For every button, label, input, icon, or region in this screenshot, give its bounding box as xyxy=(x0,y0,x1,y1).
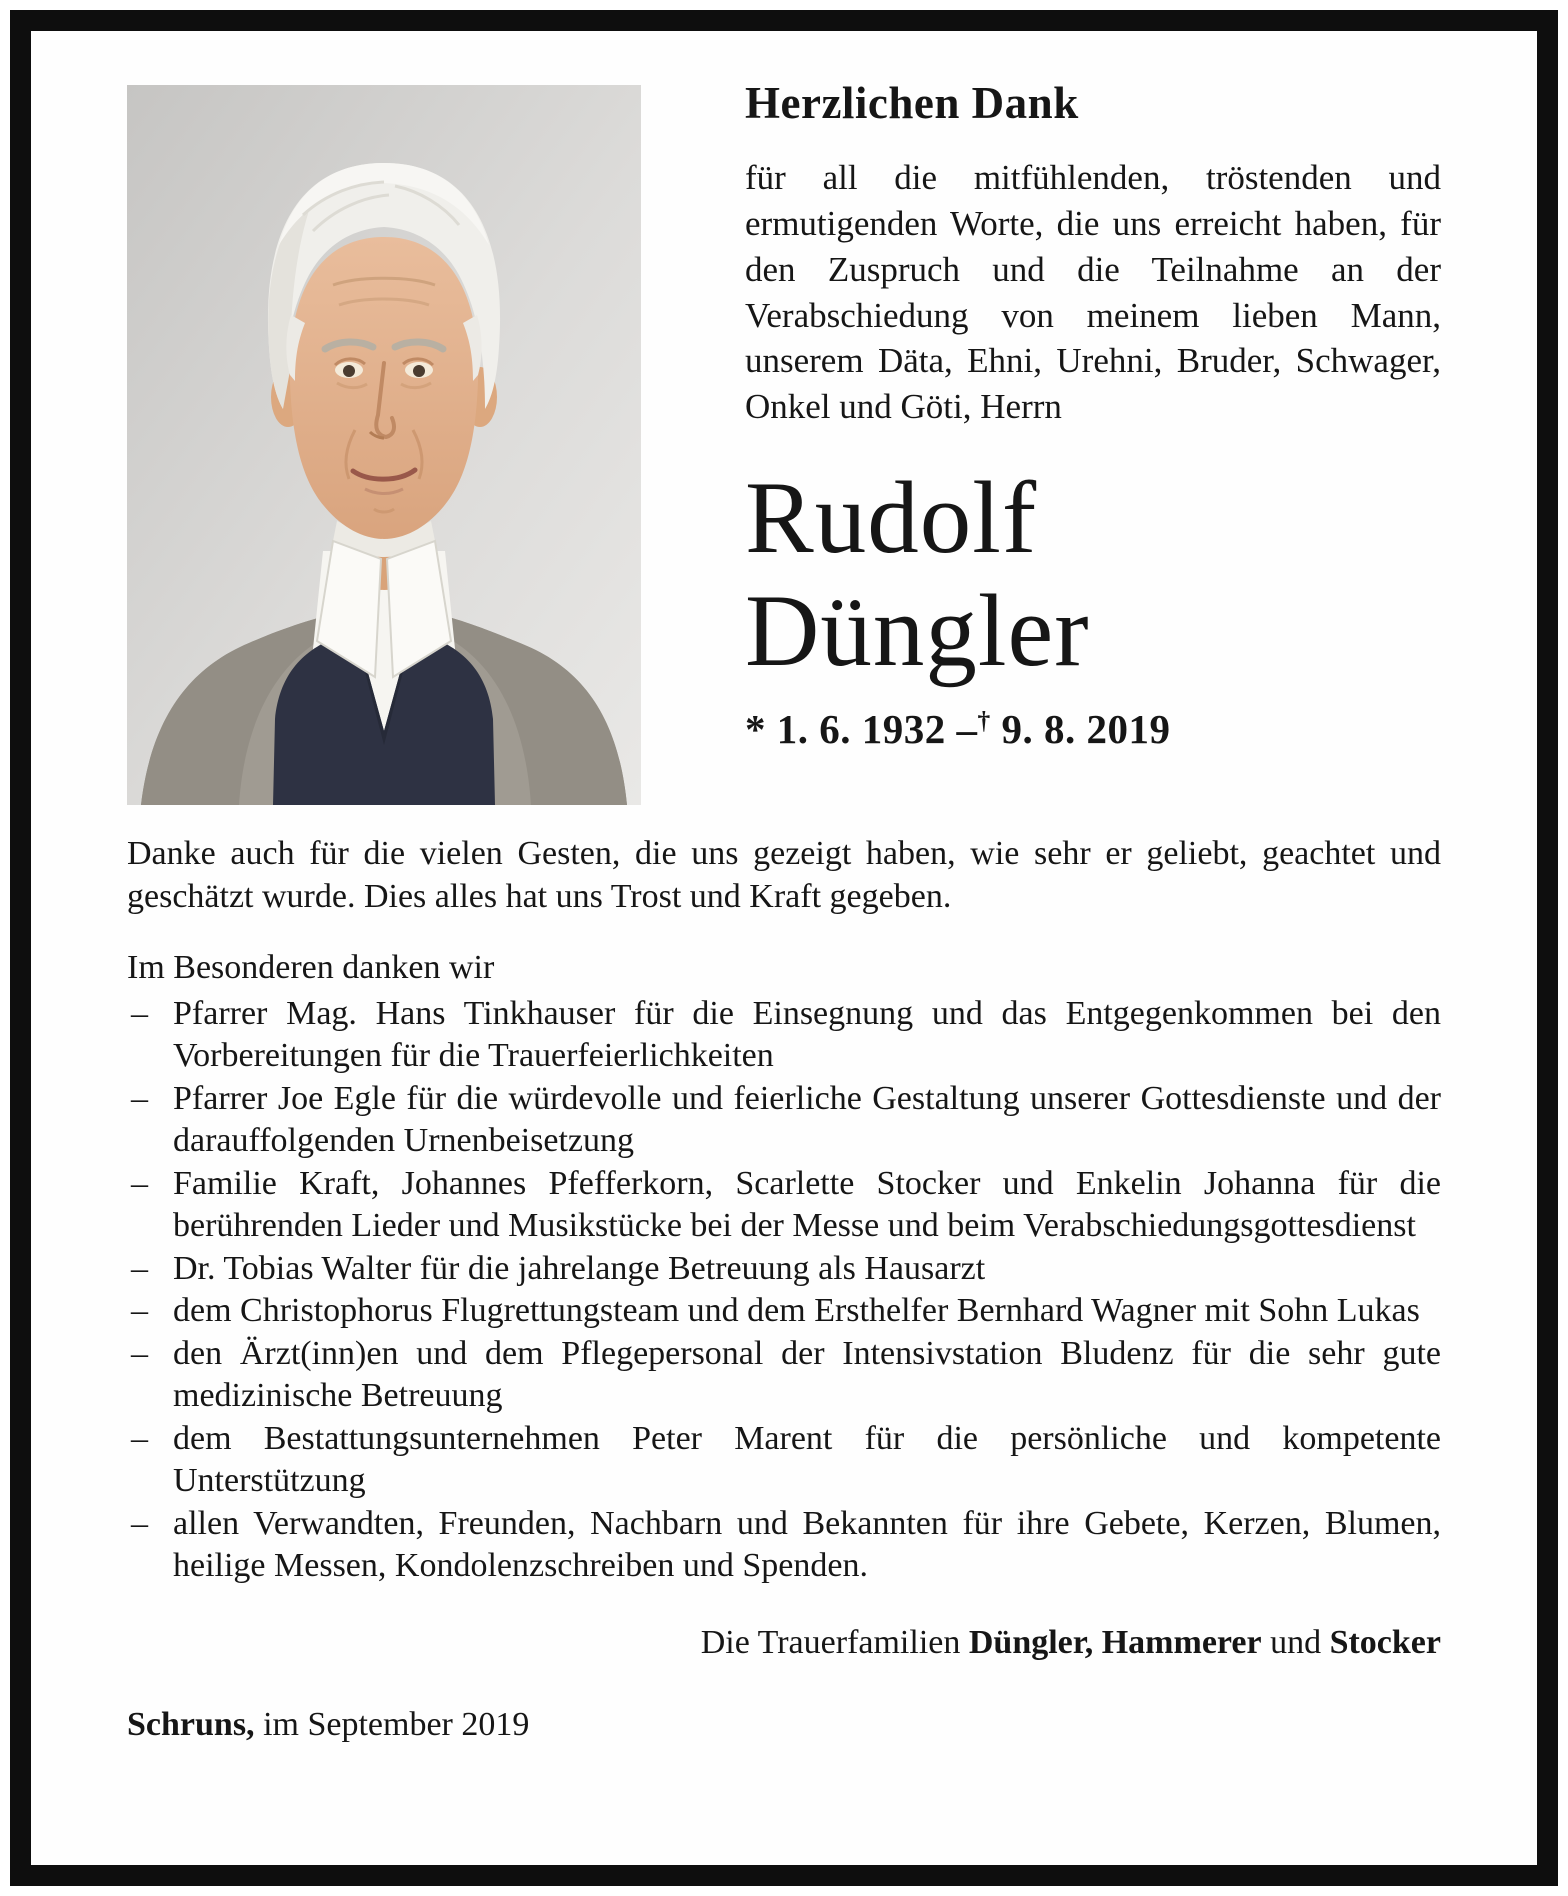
obituary-notice xyxy=(10,10,1558,1886)
death-date: 9. 8. 2019 xyxy=(1001,705,1171,752)
thanks-list-item: – Pfarrer Joe Egle für die würdevolle und feierliche Gestaltung unserer Gottesdienste und der darauffolgenden Urnenbeisetzung xyxy=(127,1078,1441,1163)
closing-family-names-1: Düngler, Hammerer xyxy=(968,1623,1262,1661)
thanks-list-item: – Familie Kraft, Johannes Pfefferkorn, Scarlette Stocker und Enkelin Johanna für die berührenden Lieder und Musikstücke bei der Messe und beim Verabschiedungsgottesdienst xyxy=(127,1163,1441,1248)
thanks-list-item: – Pfarrer Mag. Hans Tinkhauser für die Einsegnung und das Entgegenkommen bei den Vorbereitungen für die Trauerfeierlichkeiten xyxy=(127,993,1441,1078)
thanks-list-item: – Dr. Tobias Walter für die jahrelange Betreuung als Hausarzt xyxy=(127,1248,1441,1291)
portrait-photo xyxy=(127,85,641,805)
thanks-list-item: – den Ärzt(inn)en und dem Pflegepersonal der Intensivstation Bludenz für die sehr gute medizinische Betreuung xyxy=(127,1333,1441,1418)
notice-content xyxy=(31,31,1537,1744)
place-date-line xyxy=(127,1706,1441,1744)
thanks-paragraph: Danke auch für die vielen Gesten, die uns gezeigt haben, wie sehr er geliebt, geachtet und geschätzt wurde. Dies alles hat uns Trost und Kraft gegeben. xyxy=(127,835,1441,915)
top-section xyxy=(127,71,1441,805)
intro-paragraph: für all die mitfühlenden, tröstenden und ermutigenden Worte, die uns erreicht haben, für den Zuspruch und die Teilnahme an der Verabschiedung von meinem lieben Mann, unserem Däta, Ehni, Urehni, Bruder, Schwager, Onkel und Göti, Herrn xyxy=(745,158,1441,427)
thanks-list xyxy=(127,993,1441,1588)
death-symbol-dagger: † xyxy=(977,706,991,734)
closing-family-names-2: Stocker xyxy=(1329,1623,1441,1661)
deceased-name xyxy=(745,462,1441,689)
closing-und: und xyxy=(1270,1623,1322,1661)
place-name: Schruns, xyxy=(127,1705,255,1743)
birth-symbol: * xyxy=(745,705,766,752)
dates-separator: – xyxy=(956,705,978,752)
thanks-list-item: – allen Verwandten, Freunden, Nachbarn und Bekannten für ihre Gebete, Kerzen, Blumen, heilige Messen, Kondolenzschreiben und Spenden. xyxy=(127,1503,1441,1588)
page-title: Herzlichen Dank xyxy=(745,78,1079,128)
right-column xyxy=(745,71,1441,805)
name-line-2: Düngler xyxy=(745,574,1090,689)
closing-line xyxy=(127,1624,1441,1662)
life-dates xyxy=(745,705,1441,753)
name-line-1: Rudolf xyxy=(745,461,1038,576)
thanks-list-item: – dem Bestattungsunternehmen Peter Marent für die persönliche und kompetente Unterstützung xyxy=(127,1418,1441,1503)
birth-date: 1. 6. 1932 xyxy=(776,705,946,752)
portrait-illustration xyxy=(127,85,641,805)
date-text: im September 2019 xyxy=(263,1705,530,1743)
special-thanks-heading: Im Besonderen danken wir xyxy=(127,948,495,986)
closing-prefix: Die Trauerfamilien xyxy=(700,1623,961,1661)
thanks-list-item: – dem Christophorus Flugrettungsteam und dem Ersthelfer Bernhard Wagner mit Sohn Lukas xyxy=(127,1290,1441,1333)
